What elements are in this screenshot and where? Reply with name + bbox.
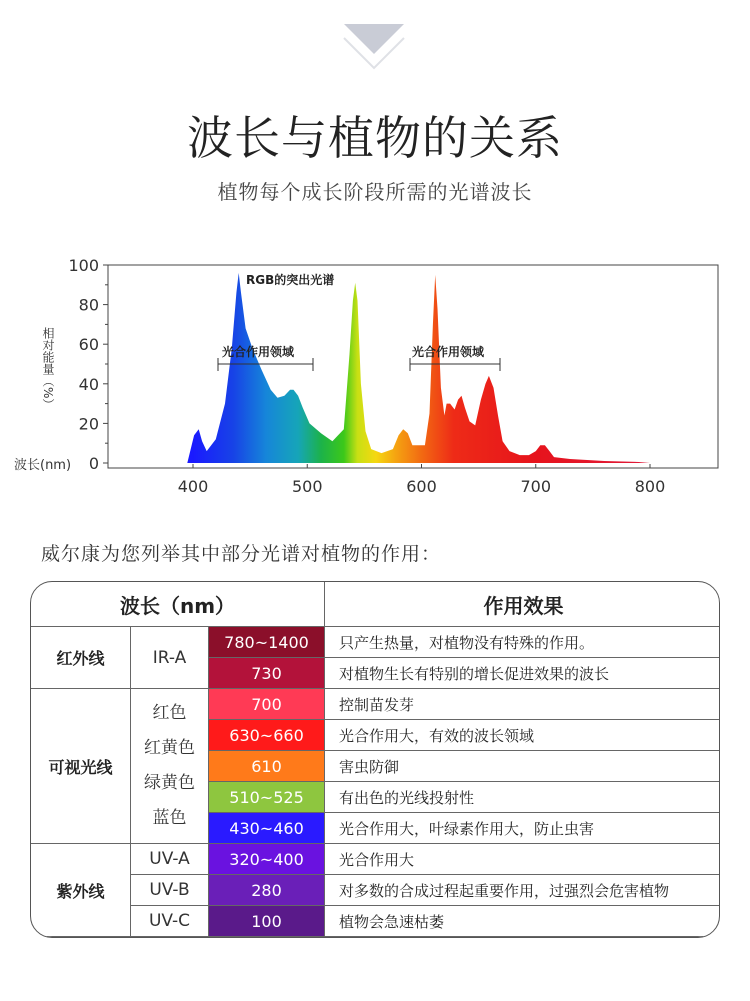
y-axis-ticks: [68, 256, 108, 473]
table-row: [31, 689, 721, 720]
spectrum-table: [30, 581, 720, 938]
range-cell: 430~460: [209, 813, 325, 844]
range-cell: 320~400: [209, 844, 325, 875]
annotation-photosynthesis-right: 光合作用领域: [412, 345, 485, 359]
visible-color-list: [131, 689, 209, 844]
effect-cell: 对多数的合成过程起重要作用，过强烈会危害植物: [325, 875, 720, 906]
sub-uv-c: UV-C: [131, 906, 209, 937]
effect-cell: 只产生热量，对植物没有特殊的作用。: [325, 627, 720, 658]
sub-ir-a: IR-A: [131, 627, 209, 689]
table-row: [31, 627, 721, 658]
range-cell: 700: [209, 689, 325, 720]
y-tick-label: 20: [78, 414, 99, 434]
range-cell: 510~525: [209, 782, 325, 813]
y-axis-label: 相对能量（%）: [41, 327, 55, 411]
effect-cell: 光合作用大: [325, 844, 720, 875]
effect-cell: 害虫防御: [325, 751, 720, 782]
range-cell: 780~1400: [209, 627, 325, 658]
annotation-rgb: RGB的突出光谱: [246, 273, 335, 287]
effect-cell: 植物会急速枯萎: [325, 906, 720, 937]
annotation-photosynthesis-left: 光合作用领域: [222, 345, 295, 359]
y-tick-label: 60: [78, 335, 99, 355]
range-cell: 610: [209, 751, 325, 782]
header-effect: 作用效果: [325, 582, 720, 627]
x-tick-label: 500: [291, 477, 323, 496]
spectrum-chart: [0, 250, 750, 500]
y-tick-label: 100: [68, 256, 99, 275]
page-subtitle: 植物每个成长阶段所需的光谱波长: [217, 180, 533, 204]
range-cell: 100: [209, 906, 325, 937]
effect-cell: 有出色的光线投射性: [325, 782, 720, 813]
x-axis-ticks: [178, 464, 666, 496]
effect-cell: 控制苗发芽: [325, 689, 720, 720]
color-red: 红色: [152, 703, 187, 723]
range-cell: 280: [209, 875, 325, 906]
page-title: 波长与植物的关系: [187, 111, 563, 165]
effect-cell: 对植物生长有特别的增长促进效果的波长: [325, 658, 720, 689]
y-tick-label: 80: [78, 295, 99, 315]
sub-uv-a: UV-A: [131, 844, 209, 875]
range-cell: 730: [209, 658, 325, 689]
band-ultraviolet: 紫外线: [31, 844, 131, 937]
effect-cell: 光合作用大，有效的波长领域: [325, 720, 720, 751]
x-tick-label: 400: [177, 477, 209, 496]
color-red-yellow: 红黄色: [144, 738, 195, 758]
color-blue: 蓝色: [152, 808, 187, 828]
table-row: [31, 906, 721, 937]
table-row: [31, 875, 721, 906]
y-tick-label: 40: [78, 374, 99, 394]
band-infrared: 红外线: [31, 627, 131, 689]
header-wavelength: 波长（nm）: [31, 582, 325, 627]
range-cell: 630~660: [209, 720, 325, 751]
x-tick-label: 700: [520, 477, 552, 496]
x-tick-label: 800: [634, 477, 666, 496]
effect-cell: 光合作用大，叶绿素作用大，防止虫害: [325, 813, 720, 844]
intro-text: 威尔康为您列举其中部分光谱对植物的作用：: [41, 543, 442, 565]
color-green-yellow: 绿黄色: [144, 773, 195, 793]
sub-uv-b: UV-B: [131, 875, 209, 906]
x-axis-label: 波长(nm): [14, 458, 72, 473]
spectrum-area: [187, 273, 650, 463]
band-visible: 可视光线: [31, 689, 131, 844]
table-row: [31, 844, 721, 875]
bracket-right: [410, 358, 500, 371]
y-tick-label: 0: [88, 454, 99, 473]
table-header-row: [31, 582, 721, 627]
down-chevron-icon: [342, 22, 406, 72]
x-tick-label: 600: [406, 477, 437, 496]
